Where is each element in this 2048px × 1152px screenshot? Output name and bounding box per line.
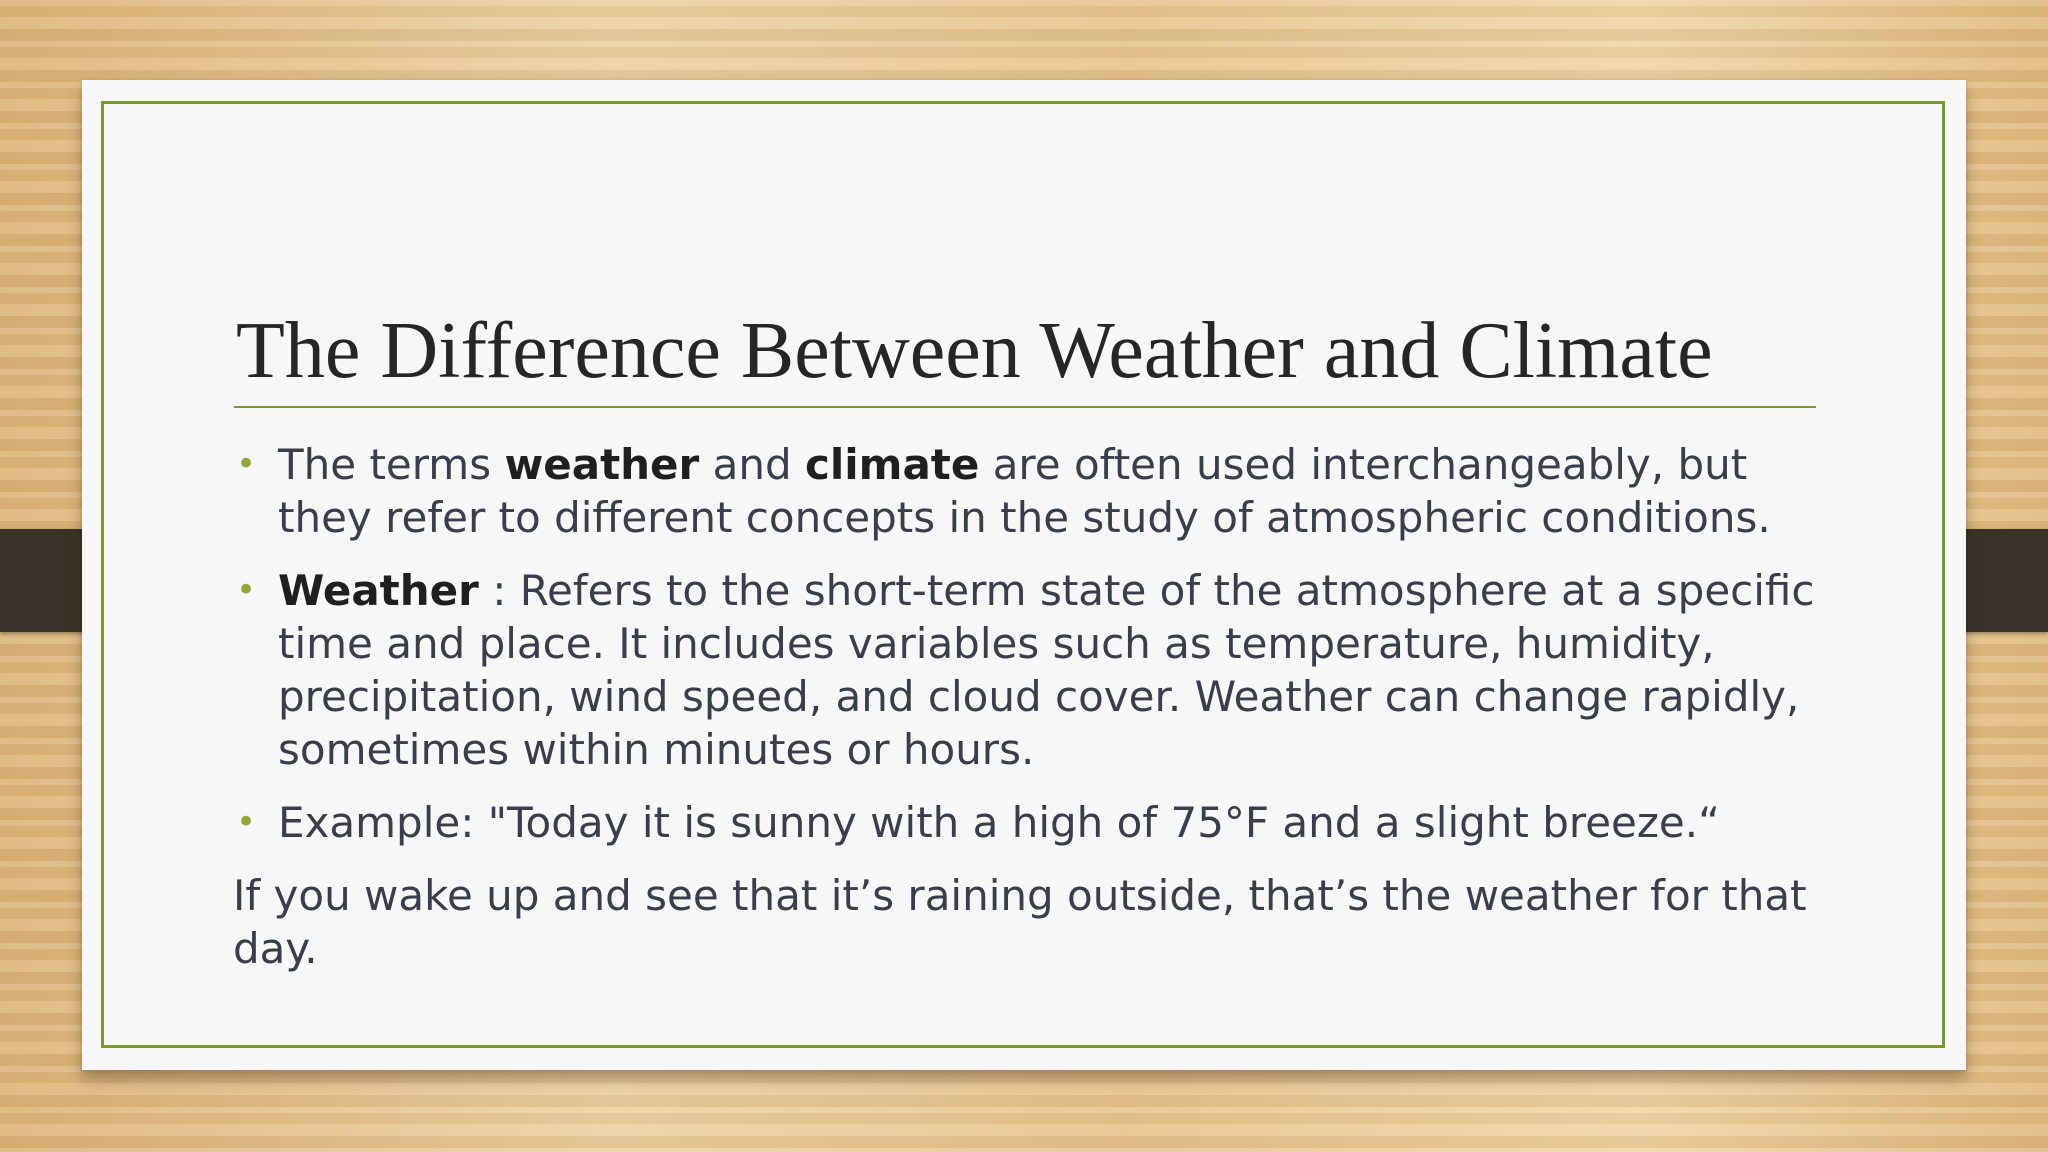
slide-title: The Difference Between Weather and Climate	[236, 307, 1713, 395]
bold-term: Weather	[278, 566, 479, 615]
title-divider	[234, 406, 1816, 408]
bullet-dot-icon: •	[236, 444, 257, 484]
text-segment: and	[699, 440, 805, 489]
text-segment: are often used interchangeably, but they refer to different concepts in the study of atmospheric conditions.	[278, 440, 1771, 542]
bullet-item	[233, 438, 1833, 544]
text-segment: Example: "Today it is sunny with a high of 75°F and a slight breeze.“	[278, 798, 1720, 847]
bullet-item	[233, 796, 1833, 849]
bold-term: climate	[804, 440, 980, 489]
bullet-text	[278, 440, 1771, 542]
body-paragraph: If you wake up and see that it’s raining outside, that’s the weather for that day.	[233, 871, 1807, 973]
bullet-text	[278, 566, 1814, 774]
bullet-dot-icon: •	[236, 570, 257, 610]
text-segment: : Refers to the short-term state of the atmosphere at a specific time and place. It includes variables such as temperature, humidity, precipitation, wind speed, and cloud cover. Weather can change rapidly, sometimes within minutes or hours.	[278, 566, 1815, 774]
text-segment: The terms	[278, 440, 505, 489]
bullet-item	[233, 564, 1833, 776]
bold-term: weather	[504, 440, 700, 489]
bullet-dot-icon: •	[236, 802, 257, 842]
slide-body	[233, 438, 1833, 975]
bullet-text	[278, 798, 1720, 847]
